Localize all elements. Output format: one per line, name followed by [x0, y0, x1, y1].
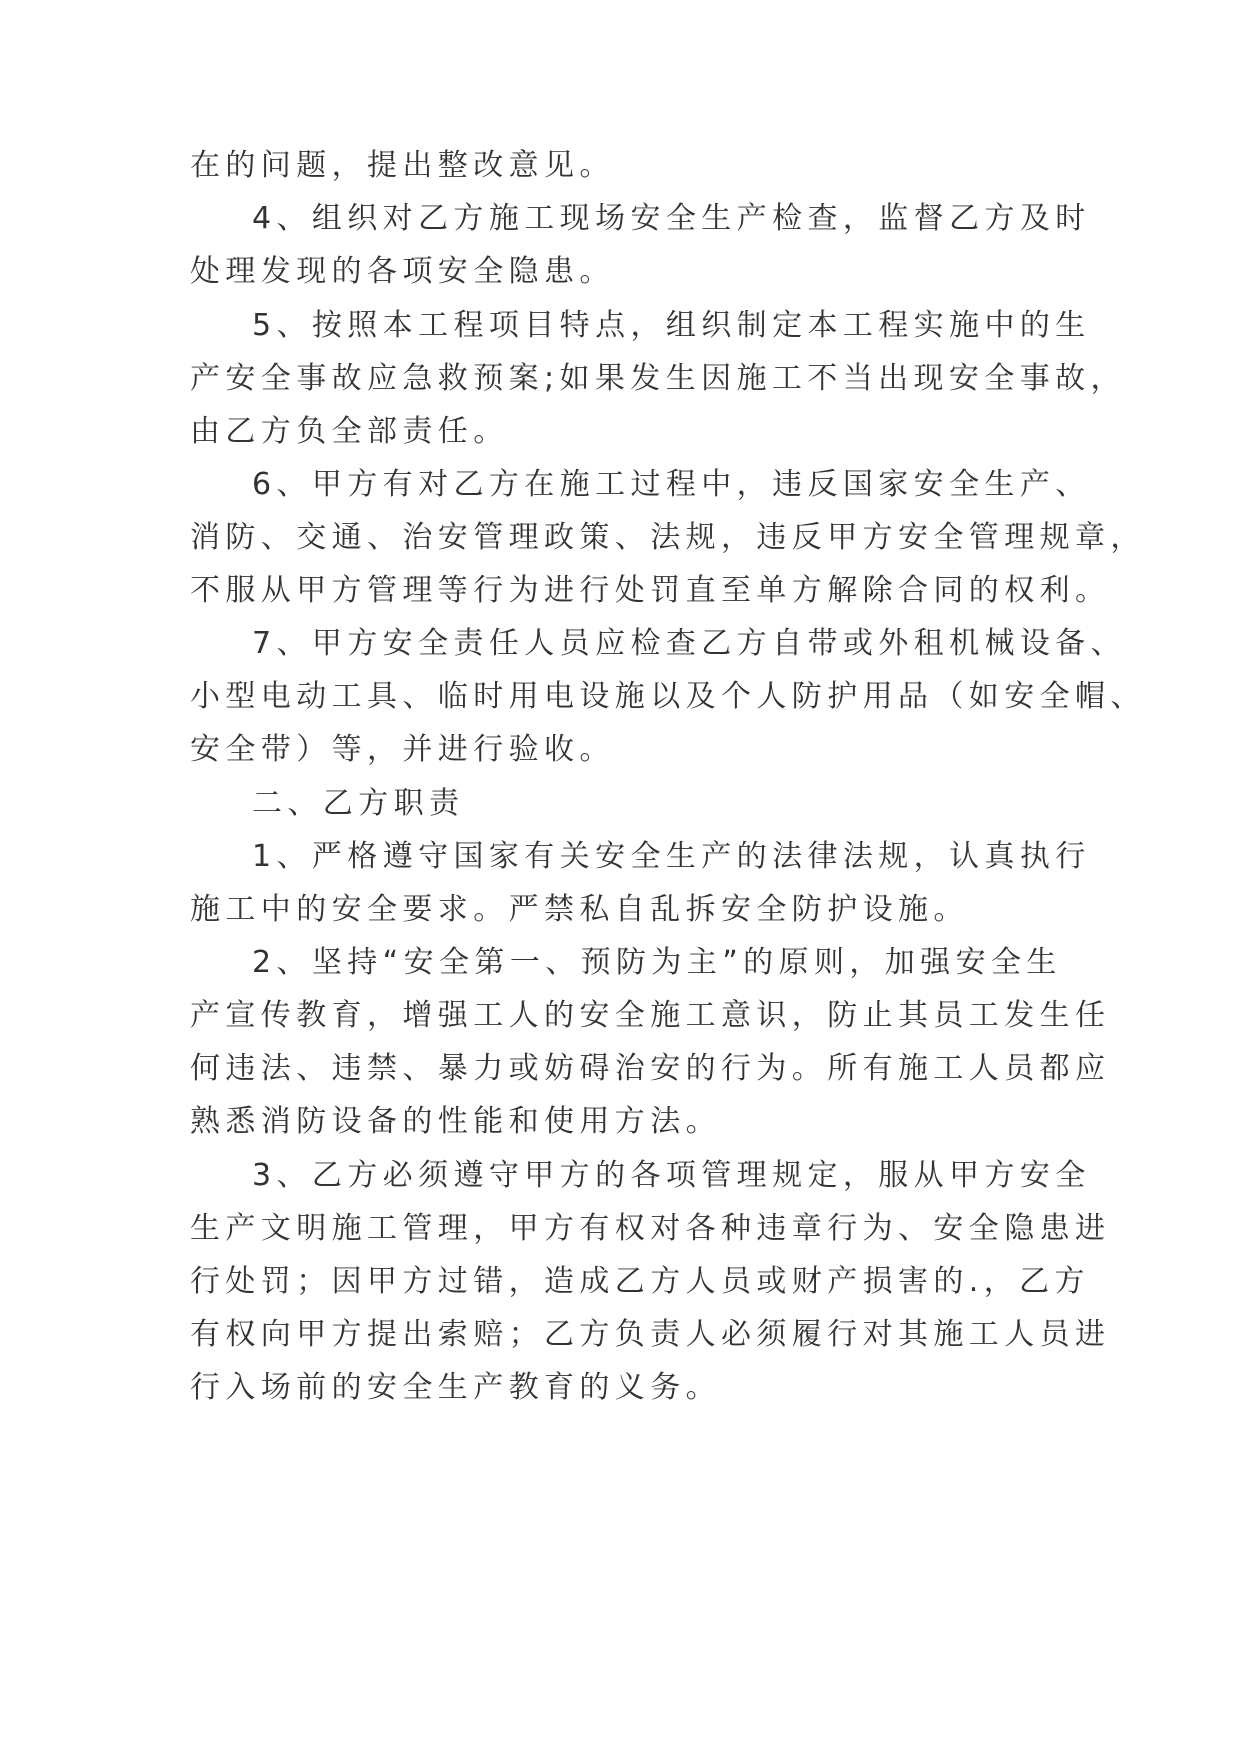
paragraph-b1-line-1: 1、严格遵守国家有关安全生产的法律法规，认真执行	[252, 839, 1091, 874]
text-line: 生产文明施工管理，甲方有权对各种违章行为、安全隐患进	[190, 1211, 1111, 1246]
paragraph-7-line-1: 7、甲方安全责任人员应检查乙方自带或外租机械设备、	[252, 626, 1127, 661]
paragraph-4-line-1: 4、组织对乙方施工现场安全生产检查，监督乙方及时	[252, 201, 1091, 236]
text-line: 不服从甲方管理等行为进行处罚直至单方解除合同的权利。	[190, 573, 1111, 608]
text-line: 在的问题，提出整改意见。	[190, 148, 615, 183]
text-line: 消防、交通、治安管理政策、法规，违反甲方安全管理规章，	[190, 520, 1146, 555]
text-line: 行处罚；因甲方过错，造成乙方人员或财产损害的.，乙方	[190, 1264, 1090, 1299]
paragraph-b2-line-1: 2、坚持“安全第一、预防为主”的原则，加强安全生	[252, 945, 1062, 980]
text-line: 有权向甲方提出索赔；乙方负责人必须履行对其施工人员进	[190, 1317, 1111, 1352]
paragraph-b3-line-1: 3、乙方必须遵守甲方的各项管理规定，服从甲方安全	[252, 1158, 1091, 1193]
text-line: 产安全事故应急救预案;如果发生因施工不当出现安全事故，	[190, 361, 1126, 396]
paragraph-6-line-1: 6、甲方有对乙方在施工过程中，违反国家安全生产、	[252, 467, 1091, 502]
text-line: 由乙方负全部责任。	[190, 414, 509, 449]
text-line: 何违法、违禁、暴力或妨碍治安的行为。所有施工人员都应	[190, 1051, 1111, 1086]
text-line: 小型电动工具、临时用电设施以及个人防护用品（如安全帽、	[190, 679, 1146, 714]
text-line: 施工中的安全要求。严禁私自乱拆安全防护设施。	[190, 892, 969, 927]
text-line: 产宣传教育，增强工人的安全施工意识，防止其员工发生任	[190, 998, 1111, 1033]
text-line: 熟悉消防设备的性能和使用方法。	[190, 1104, 721, 1139]
text-line: 处理发现的各项安全隐患。	[190, 254, 615, 289]
paragraph-5-line-1: 5、按照本工程项目特点，组织制定本工程实施中的生	[252, 308, 1091, 343]
text-line: 安全带）等，并进行验收。	[190, 732, 615, 767]
section-heading: 二、乙方职责	[252, 786, 465, 821]
text-line: 行入场前的安全生产教育的义务。	[190, 1370, 721, 1405]
